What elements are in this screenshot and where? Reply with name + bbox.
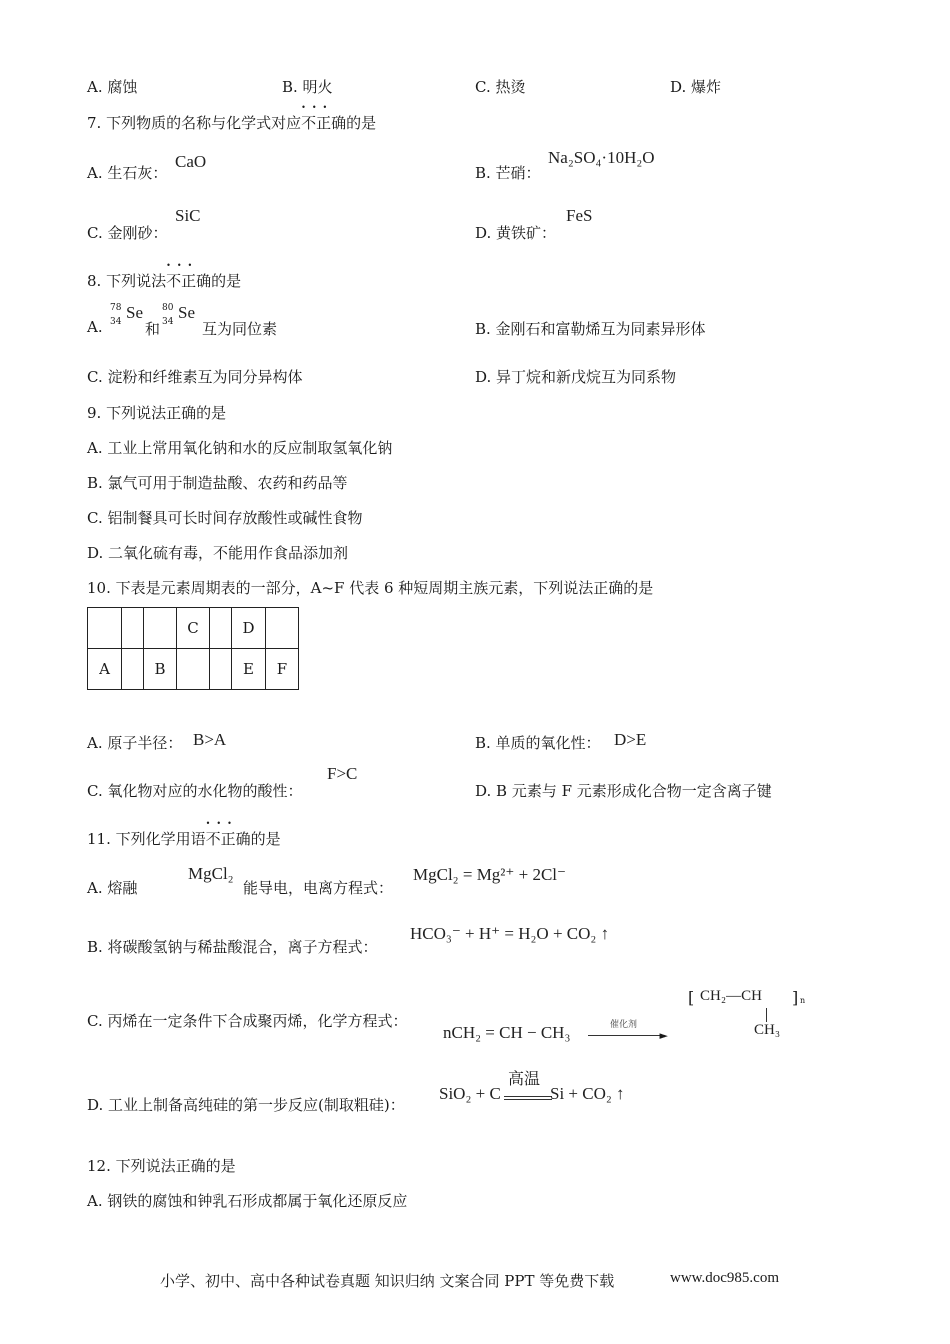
footer-text: 小学、初中、高中各种试卷真题 知识归纳 文案合同 PPT 等免费下载 [160,1272,615,1290]
q9-option-c: C. 铝制餐具可长时间存放酸性或碱性食物 [87,509,363,527]
q7-option-b: B. 芒硝： [475,164,541,182]
q8-emphasis: ••• 不正确 [166,270,211,291]
q9-option-a: A. 工业上常用氧化钠和水的反应制取氢氧化钠 [87,439,393,457]
q8-stem: 8. 下列说法••• 不正确的是 [87,270,241,291]
q10-c-formula: F>C [327,764,358,783]
q8-a-isotope1: 78 34 Se [110,303,143,327]
q9-option-d: D. 二氧化硫有毒，不能用作食品添加剂 [87,544,349,562]
q12-option-a: A. 钢铁的腐蚀和钟乳石形成都属于氧化还原反应 [87,1192,408,1210]
q11-stem: 11. 下列化学用语••• 不正确的是 [87,828,281,849]
q10-option-c: C. 氧化物对应的水化物的酸性： [87,782,303,800]
q7-d-formula: FeS [566,206,593,225]
q10-option-b: B. 单质的氧化性： [475,734,601,752]
table-cell [210,608,232,649]
q7-stem: 7. 下列物质的名称与化学式对应••• 不正确的是 [87,112,376,133]
q12-stem: 12. 下列说法正确的是 [87,1157,236,1175]
q11-option-a-label: A. 熔融 [87,879,138,897]
table-cell: E [232,649,266,690]
q8-a-and: 和 [145,320,161,338]
q11-option-d-label: D. 工业上制备高纯硅的第一步反应(制取粗硅)： [87,1096,405,1114]
catalyst-label: 催化剂 [610,1020,638,1030]
q8-a-isotope2: 80 34 Se [162,303,195,327]
table-cell [266,608,299,649]
q9-option-b: B. 氯气可用于制造盐酸、农药和药品等 [87,474,348,492]
table-cell: A [88,649,122,690]
q10-option-a: A. 原子半径： [87,734,183,752]
table-cell: F [266,649,299,690]
q7-option-a: A. 生石灰： [87,164,168,182]
table-cell [210,649,232,690]
q11-emphasis: ••• 不正确 [206,828,251,849]
q7-b-formula: Na₂SO₄·10H₂O [548,148,655,167]
table-cell [144,608,177,649]
q8-option-d: D. 异丁烷和新戊烷互为同系物 [475,368,677,386]
periodic-table-fragment [87,607,299,690]
q10-option-d: D. B 元素与 F 元素形成化合物一定含离子键 [475,782,772,800]
q8-a-tail: 互为同位素 [202,320,278,338]
q8-option-a-label: A. [87,318,103,336]
q6-option-b: B. 明火 [282,78,333,96]
q11-a-mid: 能导电，电离方程式： [243,879,394,897]
q11-c-reactant: nCH₂ = CH − CH₃ [443,1023,571,1042]
q7-emphasis: ••• 不正确 [301,112,346,133]
q11-option-c-label: C. 丙烯在一定条件下合成聚丙烯，化学方程式： [87,1012,408,1030]
footer-link[interactable]: www.doc985.com [670,1270,780,1286]
polypropylene-structure: [ CH₂—CH ] n CH₃ [688,988,806,1038]
q11-a-equation: MgCl₂ = Mg²⁺ + 2Cl⁻ [413,865,566,884]
q11-c-arrow: 催化剂 ► [588,1024,668,1042]
table-row [88,649,299,690]
table-cell [88,608,122,649]
q11-d-condition: 高温 [508,1069,541,1088]
q7-option-c: C. 金刚砂： [87,224,168,242]
table-cell [122,649,144,690]
q11-d-right: Si + CO₂ ↑ [550,1084,625,1103]
q7-a-formula: CaO [175,152,207,171]
q11-option-b-label: B. 将碳酸氢钠与稀盐酸混合，离子方程式： [87,938,378,956]
table-cell [122,608,144,649]
q8-option-c: C. 淀粉和纤维素互为同分异构体 [87,368,303,386]
q11-d-left: SiO₂ + C [439,1084,501,1103]
q10-stem: 10. 下表是元素周期表的一部分，A~F 代表 6 种短周期主族元素，下列说法正确的是 [87,579,654,597]
q6-option-d: D. 爆炸 [670,78,722,96]
q10-b-formula: D>E [614,730,647,749]
q11-a-formula: MgCl₂ [188,864,234,883]
q8-option-b: B. 金刚石和富勒烯互为同素异形体 [475,320,706,338]
table-cell: B [144,649,177,690]
q6-option-a: A. 腐蚀 [87,78,138,96]
table-cell: D [232,608,266,649]
q7-c-formula: SiC [175,206,201,225]
q7-option-d: D. 黄铁矿： [475,224,557,242]
q6-option-c: C. 热烫 [475,78,526,96]
q11-d-double-line [504,1088,552,1106]
q10-a-formula: B>A [193,730,227,749]
q9-stem: 9. 下列说法正确的是 [87,404,227,422]
table-row [88,608,299,649]
table-cell: C [177,608,210,649]
q11-b-equation: HCO₃⁻ + H⁺ = H₂O + CO₂ ↑ [410,924,610,943]
table-cell [177,649,210,690]
